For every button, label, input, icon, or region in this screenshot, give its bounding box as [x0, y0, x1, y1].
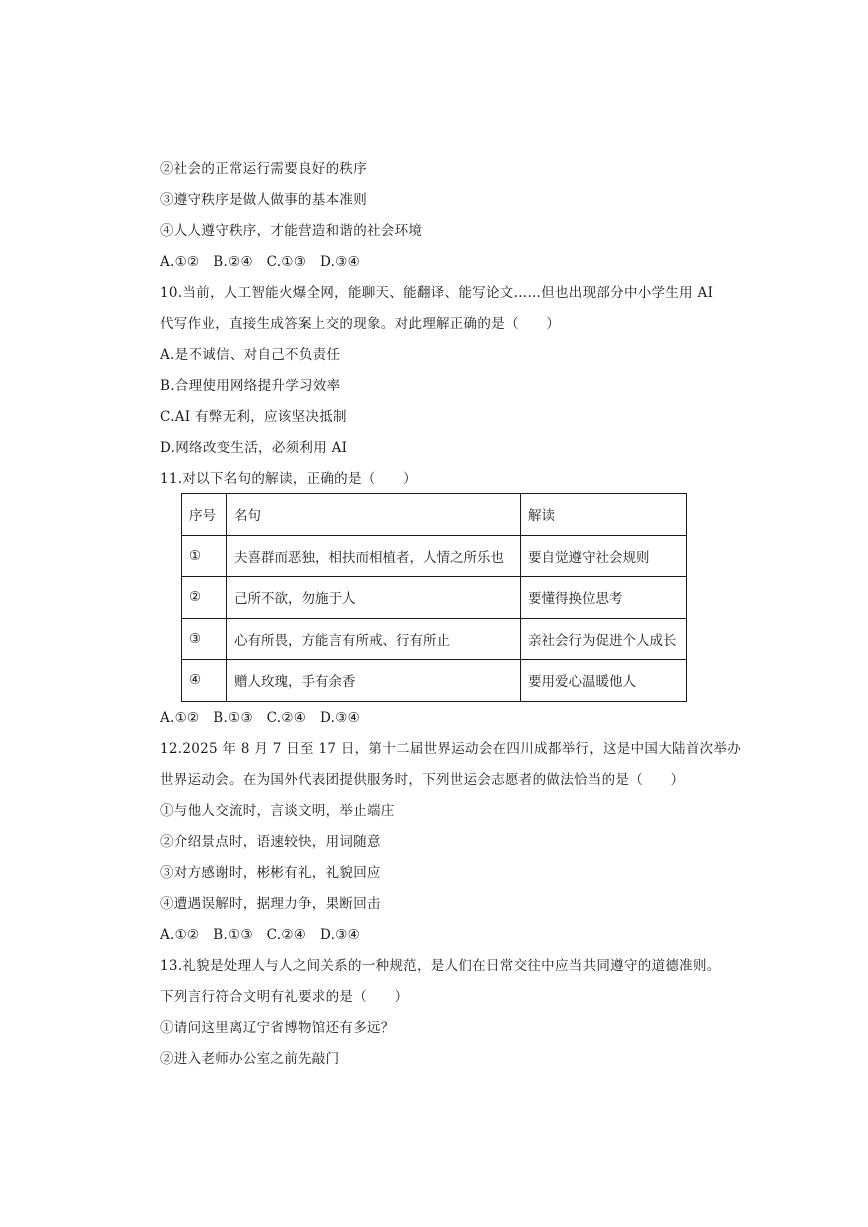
quotes-table: [181, 493, 687, 702]
q10-option-a: A.是不诚信、对自己不负责任: [160, 347, 341, 363]
table-row: [182, 660, 687, 702]
table-header-row: [182, 494, 687, 536]
q12-statement-1: ①与他人交流时，言谈文明，举止端庄: [160, 803, 395, 819]
row-interpretation: 要懂得换位思考: [521, 577, 687, 619]
row-interpretation: 要自觉遵守社会规则: [521, 535, 687, 577]
answer-choices-q12: A.①② B.①③ C.②④ D.③④: [160, 927, 361, 943]
table-row: [182, 577, 687, 619]
question-12-line-2: 世界运动会。在为国外代表团提供服务时，下列世运会志愿者的做法恰当的是（ ）: [160, 772, 685, 788]
question-10-line-1: 10.当前，人工智能火爆全网，能聊天、能翻译、能写论文……但也出现部分中小学生用 AI: [160, 285, 714, 301]
row-index: ③: [182, 618, 227, 660]
answer-choices-q11: A.①② B.①③ C.②④ D.③④: [160, 710, 361, 726]
q12-statement-2: ②介绍景点时，语速较快，用词随意: [160, 834, 381, 850]
table-row: [182, 535, 687, 577]
option-statement-3: ③遵守秩序是做人做事的基本准则: [160, 192, 367, 208]
row-quote: 己所不欲，勿施于人: [227, 577, 521, 619]
question-10-line-2: 代写作业，直接生成答案上交的现象。对此理解正确的是（ ）: [160, 316, 561, 332]
option-statement-2: ②社会的正常运行需要良好的秩序: [160, 161, 367, 177]
row-quote: 心有所畏，方能言有所戒、行有所止: [227, 618, 521, 660]
row-interpretation: 要用爱心温暖他人: [521, 660, 687, 702]
q13-statement-1: ①请问这里离辽宁省博物馆还有多远？: [160, 1020, 395, 1036]
header-quote: 名句: [227, 494, 521, 536]
row-quote: 赠人玫瑰，手有余香: [227, 660, 521, 702]
option-statement-4: ④人人遵守秩序，才能营造和谐的社会环境: [160, 223, 423, 239]
table-row: [182, 618, 687, 660]
answer-choices-q9: A.①② B.②④ C.①③ D.③④: [160, 254, 361, 270]
row-index: ④: [182, 660, 227, 702]
row-quote: 夫喜群而恶独，相扶而相植者，人情之所乐也: [227, 535, 521, 577]
q10-option-c: C.AI 有弊无利，应该坚决抵制: [160, 409, 347, 425]
q10-option-d: D.网络改变生活，必须利用 AI: [160, 440, 348, 456]
question-13-line-1: 13.礼貌是处理人与人之间关系的一种规范，是人们在日常交往中应当共同遵守的道德准则。: [160, 958, 721, 974]
question-11-stem: 11.对以下名句的解读，正确的是（ ）: [160, 471, 417, 487]
q12-statement-3: ③对方感谢时，彬彬有礼，礼貌回应: [160, 865, 381, 881]
question-13-line-2: 下列言行符合文明有礼要求的是（ ）: [160, 989, 409, 1005]
header-index: 序号: [182, 494, 227, 536]
row-index: ②: [182, 577, 227, 619]
row-index: ①: [182, 535, 227, 577]
q13-statement-2: ②进入老师办公室之前先敲门: [160, 1051, 340, 1067]
q12-statement-4: ④遭遇误解时，据理力争，果断回击: [160, 896, 381, 912]
row-interpretation: 亲社会行为促进个人成长: [521, 618, 687, 660]
header-interpretation: 解读: [521, 494, 687, 536]
question-12-line-1: 12.2025 年 8 月 7 日至 17 日，第十二届世界运动会在四川成都举行，这是中国大陆首次举办: [160, 741, 742, 757]
q10-option-b: B.合理使用网络提升学习效率: [160, 378, 341, 394]
